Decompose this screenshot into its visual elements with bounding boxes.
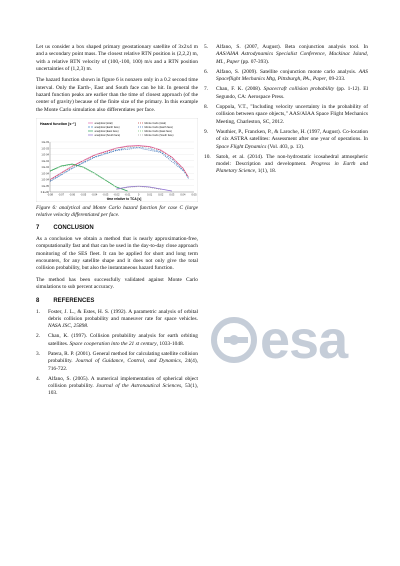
y-tick-label: 0.E+00 (40, 191, 49, 195)
reference-text (216, 129, 368, 151)
section-7-number: 7 (36, 225, 40, 232)
section-7-heading (36, 225, 198, 231)
hazard-function-chart (36, 118, 198, 202)
section-8-title: REFERENCES (53, 297, 95, 304)
y-tick-label: 1.E-04 (41, 153, 49, 157)
x-tick-label: 0.03 (169, 193, 175, 197)
reference-journal: Journal of Guidance, Control, and Dynamics (75, 358, 181, 365)
section-8-heading (36, 298, 198, 304)
reference-number: 10. (204, 153, 211, 160)
legend-label: analytical (Earth face) (94, 126, 120, 130)
reference-authors: Chan, F. K. (2008). (216, 86, 264, 93)
section-7-title: CONCLUSION (53, 225, 94, 232)
reference-item (204, 86, 368, 101)
reference-tail: , 53(1), 103. (48, 383, 199, 397)
x-tick-label: -0.08 (47, 193, 53, 197)
x-tick-label: -0.05 (80, 193, 87, 197)
reference-item (36, 376, 198, 398)
reference-number: 5. (204, 44, 209, 50)
reference-journal: Spacecraft collision probability (263, 86, 335, 93)
esa-watermark-text: esa (260, 310, 348, 370)
chart-title: Hazard function [s⁻¹] (40, 122, 76, 127)
reference-text (216, 154, 368, 176)
reference-authors: Satoh, et al. (2014). The non-hydrostatic icosahedral atmospheric model: Description and development. (216, 153, 368, 168)
y-tick-label: 1.E-04 (41, 178, 49, 182)
figure-caption: Figure 6: analytical and Monte Carlo hazard function for case C (large relative velocity differentiated per face. (36, 205, 198, 219)
legend-label: analytical (South face) (94, 134, 121, 138)
section-8-number: 8 (36, 297, 40, 304)
reference-authors: Patera, R. P. (2001). General method for calculating satellite collision probability. (48, 350, 198, 365)
y-tick-label: 1.E-05 (41, 184, 49, 188)
reference-authors: Foster, J. L., & Estes, H. S. (1992). A parametric analysis of orbital debris collision probability and maneuver rate for space vehicles. (48, 308, 198, 322)
reference-item (36, 309, 198, 331)
legend-label: analytical (East face) (94, 130, 119, 134)
reference-text (216, 44, 368, 66)
conclusion-paragraph-2: The method has been successfully validated against Monte Carlo simulations to sub percent accuracy. (36, 276, 198, 291)
esa-watermark-logo (210, 300, 370, 380)
legend-label: Monte Carlo (Earth face) (144, 126, 173, 130)
reference-item (204, 44, 368, 66)
reference-item (36, 351, 198, 373)
reference-number: 1. (36, 308, 41, 315)
reference-text (48, 333, 198, 348)
conclusion-paragraph-1: As a conclusion we obtain a method that is nearly approximation-free, computationally fast and that can be used in the day-to-day close approach monitoring of the SES fleet. It can be applied for short and long term encounters, for any satellite shape and it does not only give the total collision probability, but also the instantaneous hazard function. (36, 236, 198, 272)
legend-label: Monte Carlo (East face) (144, 130, 172, 134)
reference-text (48, 309, 198, 331)
reference-item (204, 104, 368, 126)
reference-number: 9. (204, 128, 209, 135)
hazard-paragraph: The hazard function shown in figure 6 is nonzero only in a 0.2 second time interval. Only the Earth-, East and South face can be hit. In general the hazard function peaks are earlier than the time of closest approach (of the center of gravity) because of the finite size of the primary. In this example the Monte Carlo simulation also differentiates per face. (36, 77, 198, 113)
x-tick-label: 0 (137, 193, 140, 197)
reference-item (36, 333, 198, 348)
reference-tail: , 1033-1048. (156, 340, 185, 347)
reference-text (216, 86, 368, 101)
reference-tail: (Vol. 403, p. 13). (266, 143, 305, 150)
legend-label: analytical (total) (94, 122, 113, 126)
reference-journal: AAS/AIAA Astrodynamics Specialist Conference, Mackinac Island, MI., Paper (216, 51, 368, 65)
esa-logo-mark (214, 320, 254, 360)
left-reference-list (36, 309, 198, 398)
reference-item (204, 154, 368, 176)
reference-authors: Wauthier, P., Francken, P., & Laroche, H. (1997, August). Co-location of six ASTRA satellites: Assessment after one year of operations. In (216, 128, 368, 143)
reference-tail: . (86, 323, 89, 330)
x-tick-label: -0.04 (91, 193, 98, 197)
y-tick-label: 1.E-04 (41, 172, 49, 176)
reference-text (48, 351, 198, 373)
reference-authors: Chan, K. (1997). Collision probability analysis for earth orbiting satellites. (48, 333, 198, 347)
reference-number: 7. (204, 86, 209, 93)
x-tick-label: -0.06 (69, 193, 76, 197)
reference-tail: (pp. 07-393). (239, 58, 270, 65)
intro-paragraph: Let us consider a box shaped primary geostationary satellite of 3x2x4 m and a secondary point mass. The closest relative RTN position is (2,2,2) m, with a relative RTN velocity of (100,-100, 100) m/s and a RTN position uncertainties of (1,2,3) m. (36, 44, 198, 73)
reference-text (216, 69, 368, 84)
reference-journal: Progress in Earth and Planetary Science (216, 161, 368, 175)
reference-item (204, 129, 368, 151)
reference-tail: , 09-233. (326, 76, 346, 83)
reference-journal: NASA JSC, 25898 (48, 323, 87, 330)
reference-item (204, 69, 368, 84)
chart-svg (36, 118, 198, 202)
y-tick-label: 1.E-04 (41, 159, 49, 163)
x-tick-label: 0.04 (180, 193, 186, 197)
y-tick-label: 1.E-03 (41, 147, 49, 151)
reference-journal: Space Flight Dynamics (216, 143, 267, 150)
reference-tail: , 24(4), 716-722. (48, 358, 198, 372)
reference-text (48, 376, 198, 398)
reference-journal: Space cooperation into the 21 st century (69, 340, 157, 347)
legend-label: Monte Carlo (total) (144, 122, 166, 126)
reference-journal: Journal of the Astronautical Sciences (96, 383, 182, 390)
reference-number: 8. (204, 104, 209, 111)
reference-number: 6. (204, 68, 209, 75)
right-column (204, 44, 368, 179)
reference-authors: Alfano, S. (2009). Satellite conjunction monte carlo analysis. (216, 68, 359, 75)
y-tick-label: 1.E-03 (41, 141, 49, 145)
x-tick-label: 0.01 (147, 193, 153, 197)
legend-label: Monte Carlo (South face) (144, 134, 174, 138)
reference-tail: (pp. 1-12). El Segundo, CA: Aerospace Press. (216, 86, 368, 100)
reference-number: 4. (36, 375, 41, 382)
x-tick-label: -0.01 (124, 193, 131, 197)
x-tick-label: 0.05 (191, 193, 197, 197)
reference-authors: Alfano, S. (2007, August). Beta conjunction analysis tool. In (216, 44, 368, 50)
x-tick-label: -0.02 (113, 193, 120, 197)
chart-x-label: time relative to TCA [s] (106, 197, 142, 202)
reference-tail: , 1(1), 18. (255, 168, 277, 175)
reference-authors: Alfano, S. (2005). A numerical implementation of spherical object collision probability. (48, 375, 198, 390)
reference-text (216, 104, 368, 126)
y-tick-label: 1.E-04 (41, 166, 49, 170)
x-tick-label: 0.02 (158, 193, 164, 197)
reference-number: 2. (36, 333, 41, 340)
left-column (36, 44, 198, 401)
reference-journal: AAS Spaceflight Mechanics Mtg, Pittsburgh, PA., Paper (216, 68, 368, 83)
x-tick-label: -0.03 (102, 193, 109, 197)
x-tick-label: -0.07 (58, 193, 65, 197)
reference-number: 3. (36, 350, 41, 357)
reference-authors: Coppola, V.T., "Including velocity uncertainty in the probability of collision between space objects," AAS/AIAA Space Flight Mechanics Meeting, Charleston, SC, 2012. (216, 104, 368, 125)
